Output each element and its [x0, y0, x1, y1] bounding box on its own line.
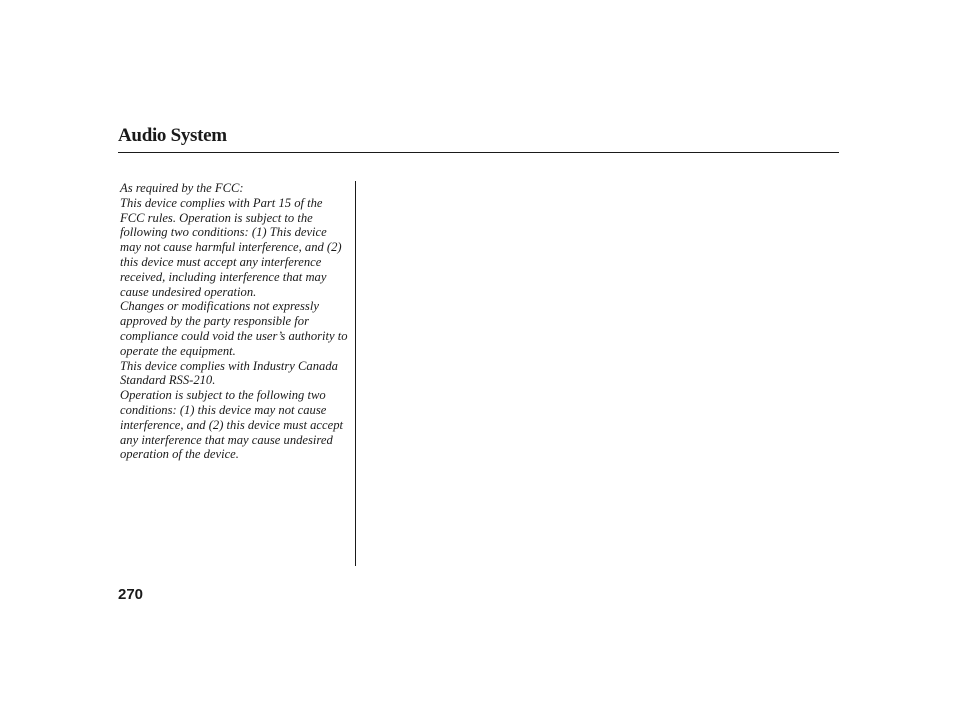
title-divider: [118, 152, 839, 153]
fcc-part15-paragraph: This device complies with Part 15 of the FCC rules. Operation is subject to the following two conditions: (1) This device may not cause harmful interference, and (2) this device must accept any interference received, including interference that may cause undesired operation.: [120, 195, 342, 299]
page-number: 270: [118, 586, 144, 603]
modifications-warning-paragraph: Changes or modifications not expressly approved by the party responsible for compliance could void the user’s authority to operate the equipment.: [120, 299, 348, 358]
operation-conditions-paragraph: Operation is subject to the following two conditions: (1) this device may not cause interference, and (2) this device must accept any interference that may cause undesired operation of the device.: [120, 388, 343, 462]
column-divider: [355, 181, 356, 566]
fcc-notice-column: [120, 181, 350, 462]
fcc-heading: As required by the FCC:: [120, 181, 244, 195]
industry-canada-paragraph: This device complies with Industry Canada Standard RSS-210.: [120, 358, 338, 388]
page-title: Audio System: [118, 125, 227, 146]
